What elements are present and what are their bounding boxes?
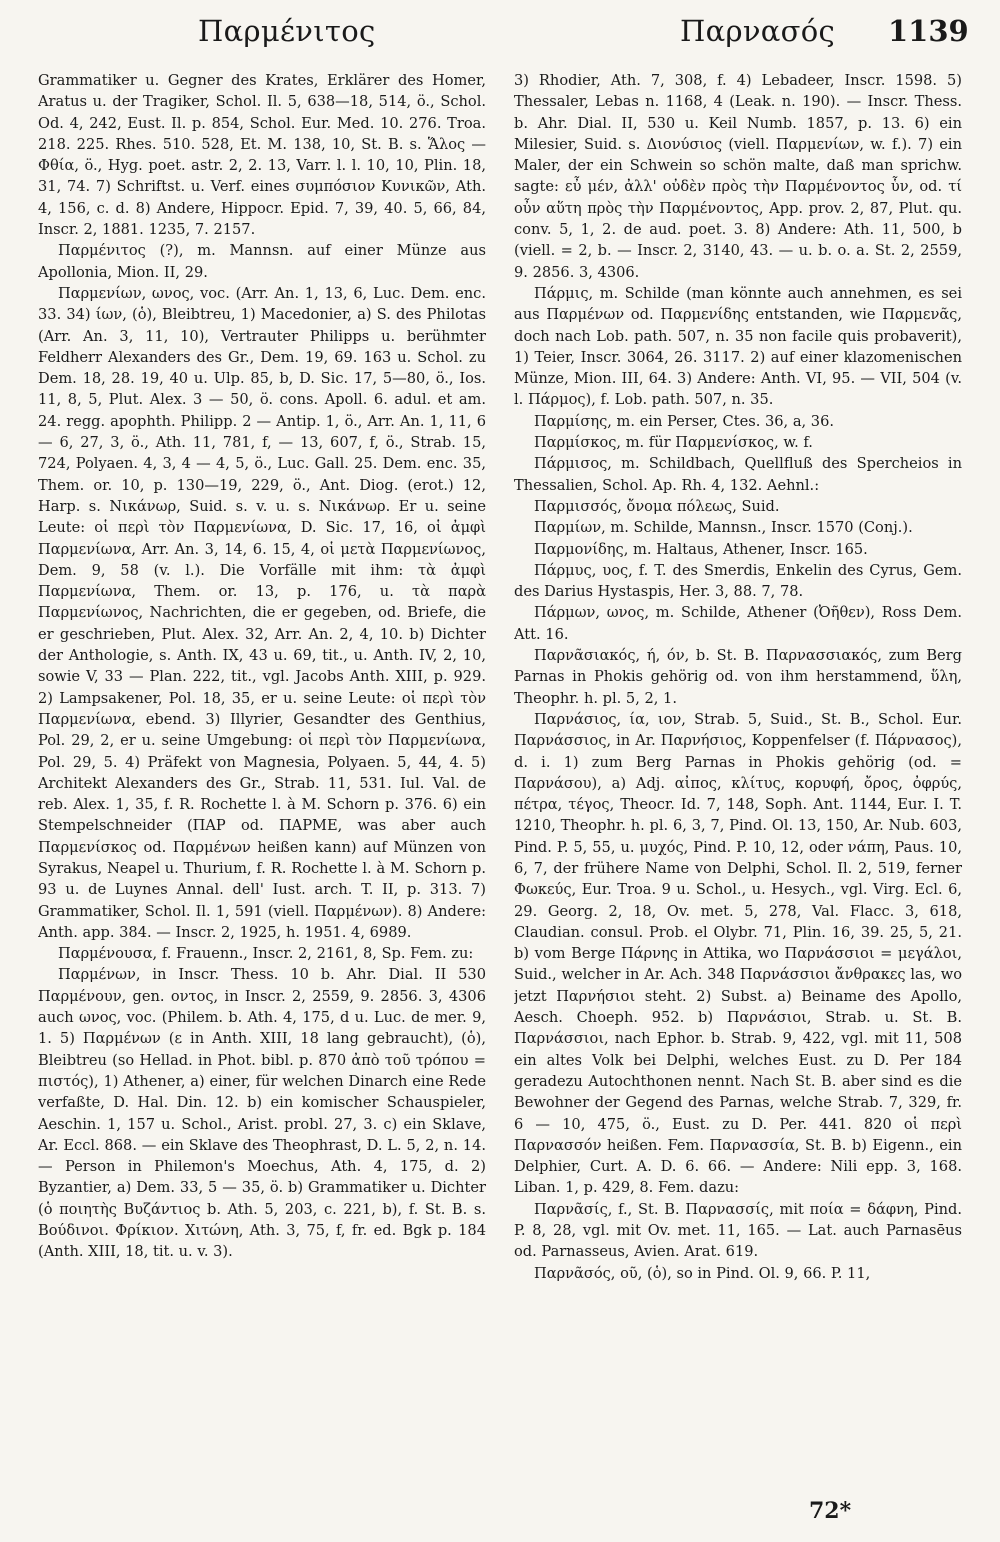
dictionary-entry: Πάρμις, m. Schilde (man könnte auch annehmen, es sei aus Παρμένων od. Παρμενίδης entstanden, wie Παρμενᾶς, doch nach Lob. path. 507, n. 35 non facile quis probaverit), 1) Teier, Inscr. 3064, 26. 3117. 2) auf einer klazomenischen Münze, Mion. III, 64. 3) Andere: Anth. VI, 95. — VII, 504 (v. l. Πάρμος), f. Lob. path. 507, n. 35.: [514, 284, 962, 409]
left-column: [38, 70, 486, 1263]
dictionary-entry: Παρμενίων, ωνος, voc. (Arr. An. 1, 13, 6, Luc. Dem. enc. 33. 34) ίων, (ὁ), Bleibtreu, 1) Macedonier, a) S. des Philotas (Arr. An. 3, 11, 10), Vertrauter Philipps u. berühmter Feldherr Alexanders des Gr., Dem. 19, 69. 163 u. Schol. zu Dem. 18, 28. 19, 40 u. Ulp. 85, b, D. Sic. 17, 5—80, ö., Ios. 11, 8, 5, Plut. Alex. 3 — 50, ö. cons. Apoll. 6. adul. et am. 24. regg. apophth. Philipp. 2 — Antip. 1, ö., Arr. An. 1, 11, 6 — 6, 27, 3, ö., Ath. 11, 781, f, — 13, 607, f, ö., Strab. 15, 724, Polyaen. 4, 3, 4 — 4, 5, ö., Luc. Gall. 25. Dem. enc. 35, Them. or. 10, p. 130—19, 229, ö., Ant. Diog. (erot.) 12, Harp. s. Νικάνωρ, Suid. s. v. u. s. Νικάνωρ. Er u. seine Leute: οἱ περὶ τὸν Παρμενίωνα, D. Sic. 17, 16, οἱ ἀμφὶ Παρμενίωνα, Arr. An. 3, 14, 6. 15, 4, οἱ μετὰ Παρμενίωνος, Dem. 9, 58 (v. l.). Die Vorfälle mit ihm: τὰ ἀμφὶ Παρμενίωνα, Them. or. 13, p. 176, u. τὰ παρὰ Παρμενίωνος, Nachrichten, die er gegeben, od. Briefe, die er geschrieben, Plut. Alex. 32, Arr. An. 2, 4, 10. b) Dichter der Anthologie, s. Anth. IX, 43 u. 69, tit., u. Anth. IV, 2, 10, sowie V, 33 — Plan. 222, tit., vgl. Jacobs Anth. XIII, p. 929. 2) Lampsakener, Pol. 18, 35, er u. seine Leute: οἱ περὶ τὸν Παρμενίωνα, ebend. 3) Illyrier, Gesandter des Genthius, Pol. 29, 2, er u. seine Umgebung: οἱ περὶ τὸν Παρμενίωνα, Pol. 29, 5. 4) Präfekt von Magnesia, Polyaen. 5, 44, 4. 5) Architekt Alexanders des Gr., Strab. 11, 531. Iul. Val. de reb. Alex. 1, 35, f. R. Rochette l. à M. Schorn p. 376. 6) ein Stempelschneider (ΠΑΡ od. ΠΑΡΜΕ, was aber auch Παρμενίσκος od. Παρμένων heißen kann) auf Münzen von Syrakus, Neapel u. Thurium, f. R. Rochette l. à M. Schorn p. 93 u. de Luynes Annal. dell' Iust. arch. T. II, p. 313. 7) Grammatiker, Schol. Il. 1, 591 (viell. Παρμένων). 8) Andere: Anth. app. 384. — Inscr. 2, 1925, h. 1951. 4, 6989.: [38, 284, 486, 941]
right-column: [514, 70, 962, 1284]
dictionary-entry: Παρμίων, m. Schilde, Mannsn., Inscr. 1570 (Conj.).: [534, 519, 913, 537]
dictionary-entry: Πάρμων, ωνος, m. Schilde, Athener (Ὀῆθεν), Ross Dem. Att. 16.: [514, 604, 962, 643]
dictionary-entry: Παρμένιτος (?), m. Mannsn. auf einer Münze aus Apollonia, Mion. II, 29.: [38, 242, 486, 281]
dictionary-entry: Παρνᾶσός, οῦ, (ὁ), so in Pind. Ol. 9, 66. P. 11,: [534, 1264, 871, 1282]
dictionary-entry: Πάρμισος, m. Schildbach, Quellfluß des Spercheios in Thessalien, Schol. Ap. Rh. 4, 132. Aehnl.:: [514, 455, 962, 494]
dictionary-entry: Παρνᾶσίς, f., St. B. Παρνασσίς, mit ποία = δάφνη, Pind. P. 8, 28, vgl. mit Ov. met. 11, 165. — Lat. auch Parnasēus od. Parnasseus, Avien. Arat. 619.: [514, 1200, 962, 1261]
dictionary-entry: Παρνᾶσιακός, ή, όν, b. St. B. Παρνασσιακός, zum Berg Parnas in Phokis gehörig od. von ihm herstammend, ὕλη, Theophr. h. pl. 5, 2, 1.: [514, 647, 962, 707]
dictionary-entry: Παρμένουσα, f. Frauenn., Inscr. 2, 2161, 8, Sp. Fem. zu:: [58, 945, 474, 963]
dictionary-entry: Πάρμυς, υος, f. T. des Smerdis, Enkelin des Cyrus, Gem. des Darius Hystaspis, Her. 3, 88. 7, 78.: [514, 561, 962, 601]
dictionary-entry: Παρμίσης, m. ein Perser, Ctes. 36, a, 36.: [534, 412, 835, 430]
sheet-signature: 72*: [809, 1498, 852, 1524]
dictionary-entry: Παρνάσιος, ία, ιον, Strab. 5, Suid., St. B., Schol. Eur. Παρνάσσιος, in Ar. Παρνήσιος, Koppenfelser (f. Πάρνασος), d. i. 1) zum Berg Parnas in Phokis gehörig (od. = Παρνάσου), a) Adj. αἰπος, κλίτυς, κορυφή, ὄρος, ὀφρύς, πέτρα, τέγος, Theocr. Id. 7, 148, Soph. Ant. 1144, Eur. I. T. 1210, Theophr. h. pl. 6, 3, 7, Pind. Ol. 13, 150, Ar. Nub. 603, Pind. P. 5, 55, u. μυχός, Pind. P. 10, 12, oder νάπη, Paus. 10, 6, 7, der frühere Name von Delphi, Schol. Il. 2, 519, ferner Φωκεύς, Eur. Troa. 9 u. Schol., u. Hesych., vgl. Virg. Ecl. 6, 29. Georg. 2, 18, Ov. met. 5, 278, Val. Flacc. 3, 618, Claudian. consul. Prob. el Olybr. 71, Plin. 16, 39. 25, 5, 21. b) vom Berge Πάρνης in Attika, wo Παρνάσσιοι = μεγάλοι, Suid., welcher in Ar. Ach. 348 Παρνάσσιοι ἄνθρακες las, wo jetzt Παρνήσιοι steht. 2) Subst. a) Beiname des Apollo, Aesch. Choeph. 952. b) Παρνάσιοι, Strab. u. St. B. Παρνάσσιοι, nach Ephor. b. Strab. 9, 422, vgl. mit 11, 508 ein altes Volk bei Delphi, welches Eust. zu D. Per 184 geradezu Autochthonen nennt. Nach St. B. aber sind es die Bewohner der Gegend des Parnas, welche Strab. 7, 329, fr. 6 — 10, 475, ö., Eust. zu D. Per. 441. 820 οἱ περὶ Παρνασσόν heißen. Fem. Παρνασσία, St. B. b) Eigenn., ein Delphier, Curt. A. D. 6. 66. — Andere: Nili epp. 3, 168. Liban. 1, p. 429, 8. Fem. dazu:: [514, 710, 962, 1197]
entry-continuation: 3) Rhodier, Ath. 7, 308, f. 4) Lebadeer, Inscr. 1598. 5) Thessaler, Lebas n. 1168, 4 (Leak. n. 190). — Inscr. Thess. b. Ahr. Dial. II, 530 u. Keil Numb. 1857, p. 13. 6) ein Milesier, Suid. s. Διονύσιος (viell. Παρμενίων, w. f.). 7) ein Maler, der ein Schwein so schön malte, daß man sprichw. sagte: εὖ μέν, ἀλλ' οὐδὲν πρὸς τὴν Παρμένοντος ὗν, od. τί οὖν αὕτη πρὸς τὴν Παρμένοντος, App. prov. 2, 87, Plut. qu. conv. 5, 1, 2. de aud. poet. 3. 8) Andere: Ath. 11, 500, b (viell. = 2, b. — Inscr. 2, 3140, 43. — u. b. o. a. St. 2, 2559, 9. 2856. 3, 4306.: [514, 72, 962, 281]
dictionary-entry: Παρμίσκος, m. für Παρμενίσκος, w. f.: [534, 434, 813, 452]
page-header: [0, 14, 1000, 54]
dictionary-entry: Παρμένων, in Inscr. Thess. 10 b. Ahr. Dial. II 530 Παρμένουν, gen. οντος, in Inscr. 2, 2559, 9. 2856. 3, 4306 auch ωνος, voc. (Philem. b. Ath. 4, 175, d u. Luc. de mer. 9, 1. 5) Παρμένων (ε in Anth. XIII, 18 lang gebraucht), (ὁ), Bleibtreu (so Hellad. in Phot. bibl. p. 870 ἀπὸ τοῦ τρόπου = πιστός), 1) Athener, a) einer, für welchen Dinarch eine Rede verfaßte, D. Hal. Din. 12. b) ein komischer Schauspieler, Aeschin. 1, 157 u. Schol., Arist. probl. 27, 3. c) ein Sklave, Ar. Eccl. 868. — ein Sklave des Theophrast, D. L. 5, 2, n. 14. — Person in Philemon's Moechus, Ath. 4, 175, d. 2) Byzantier, a) Dem. 33, 5 — 35, ö. b) Grammatiker u. Dichter (ὁ ποιητὴς Βυζάντιος b. Ath. 5, 203, c. 221, b), f. St. B. s. Βούδινοι. Φρίκιον. Χιτώνη, Ath. 3, 75, f, fr. ed. Bgk p. 184 (Anth. XIII, 18, tit. u. v. 3).: [38, 966, 486, 1261]
header-right-catchword: Παρνασός: [680, 14, 836, 48]
page-number: 1139: [888, 14, 969, 48]
entry-continuation: Grammatiker u. Gegner des Krates, Erklärer des Homer, Aratus u. der Tragiker, Schol. Il. 5, 638—18, 514, ö., Schol. Od. 4, 242, Eust. Il. p. 854, Schol. Eur. Med. 10. 276. Troa. 218. 225. Rhes. 510. 528, Et. M. 138, 10, St. B. s. Ἅλος — Φθία, ö., Hyg. poet. astr. 2, 2. 13, Varr. l. l. 10, 10, Plin. 18, 31, 74. 7) Schriftst. u. Verf. eines συμπόσιον Κυνικῶν, Ath. 4, 156, c. d. 8) Andere, Hippocr. Epid. 7, 39, 40. 5, 66, 84, Inscr. 2, 1881. 1235, 7. 2157.: [38, 72, 486, 239]
header-left-catchword: Παρμένιτος: [198, 14, 376, 48]
dictionary-entry: Παρμονίδης, m. Haltaus, Athener, Inscr. 165.: [534, 540, 868, 558]
dictionary-entry: Παρμισσός, ὄνομα πόλεως, Suid.: [534, 497, 780, 515]
